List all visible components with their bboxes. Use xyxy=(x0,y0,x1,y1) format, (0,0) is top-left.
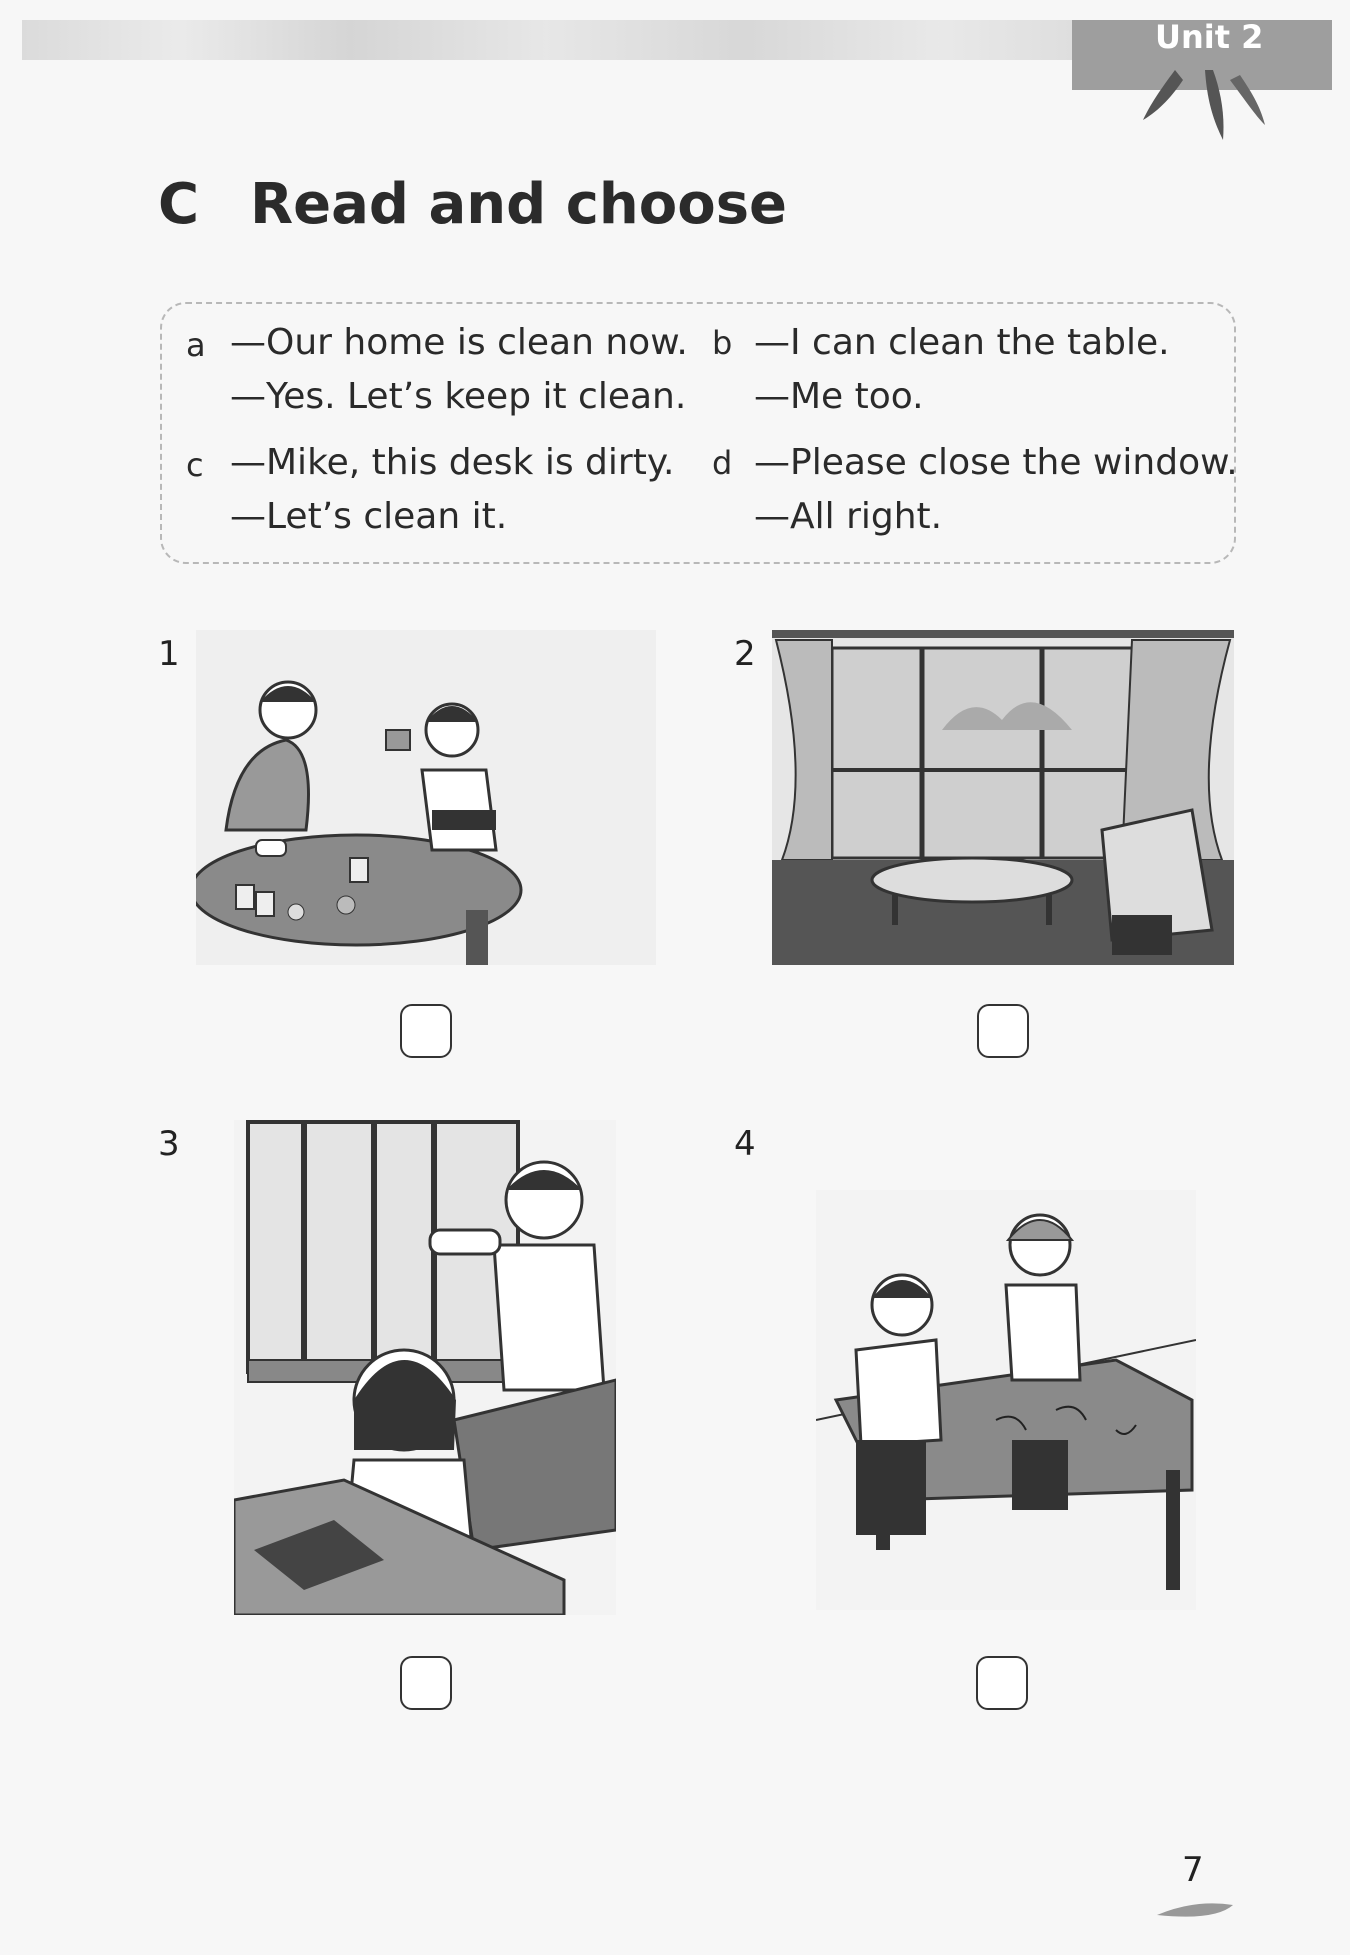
dialogue-b-line1: —I can clean the table. xyxy=(754,322,1170,363)
dialogue-c-line1: —Mike, this desk is dirty. xyxy=(230,442,675,483)
picture-1-boys-cleaning-table xyxy=(196,630,656,965)
section-title: Read and choose xyxy=(250,172,788,237)
option-letter-b: b xyxy=(712,324,733,362)
leaf-icon xyxy=(1135,70,1285,160)
picture-number-1: 1 xyxy=(158,634,180,674)
answer-box-3[interactable] xyxy=(400,1656,452,1710)
dialogue-c-line2: —Let’s clean it. xyxy=(230,496,508,537)
answer-box-1[interactable] xyxy=(400,1004,452,1058)
answer-box-2[interactable] xyxy=(977,1004,1029,1058)
picture-2-living-room xyxy=(772,630,1234,965)
page-number: 7 xyxy=(1182,1850,1204,1890)
dialogue-d-line1: —Please close the window. xyxy=(754,442,1238,483)
dialogue-d-line2: —All right. xyxy=(754,496,943,537)
unit-label: Unit 2 xyxy=(1155,18,1264,56)
picture-4-cleaning-dirty-desk xyxy=(816,1190,1196,1610)
picture-number-4: 4 xyxy=(734,1124,756,1164)
option-letter-d: d xyxy=(712,444,733,482)
option-letter-c: c xyxy=(186,446,204,484)
answer-box-4[interactable] xyxy=(976,1656,1028,1710)
page-swoosh-decoration xyxy=(1155,1895,1235,1925)
picture-number-2: 2 xyxy=(734,634,756,674)
section-letter: C xyxy=(158,172,200,237)
picture-3-closing-window xyxy=(234,1120,616,1615)
dialogue-b-line2: —Me too. xyxy=(754,376,924,417)
dialogue-a-line2: —Yes. Let’s keep it clean. xyxy=(230,376,687,417)
picture-number-3: 3 xyxy=(158,1124,180,1164)
dialogue-a-line1: —Our home is clean now. xyxy=(230,322,688,363)
option-letter-a: a xyxy=(186,326,206,364)
